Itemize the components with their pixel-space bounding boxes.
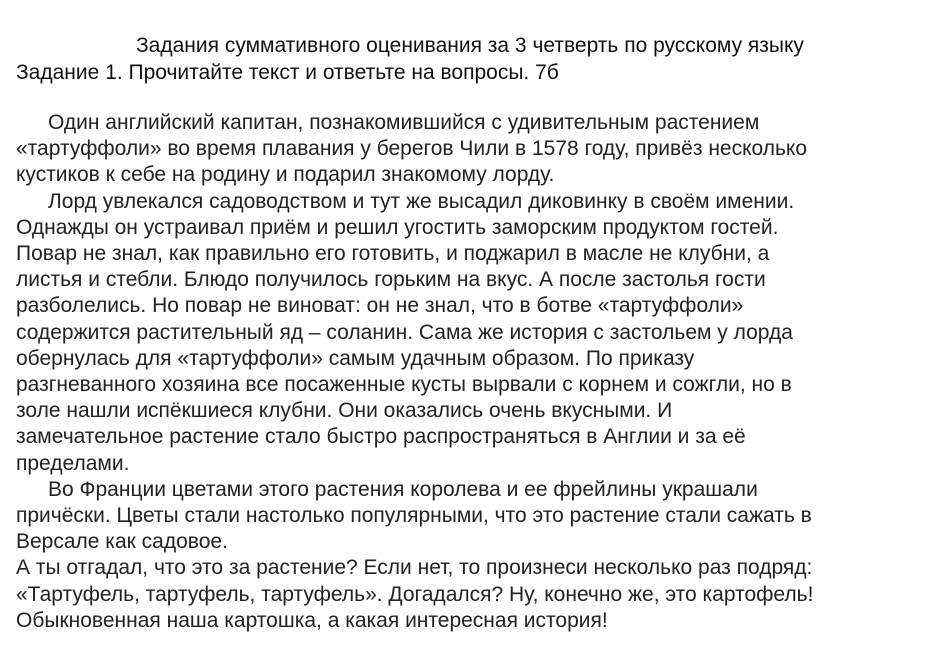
text-line: Однажды он устраивал приём и решил угостить заморским продуктом гостей. bbox=[16, 215, 779, 239]
text-line: Обыкновенная наша картошка, а какая интересная история! bbox=[16, 608, 608, 632]
text-line: разгневанного хозяина все посаженные кусты вырвали с корнем и сожгли, но в bbox=[16, 373, 792, 397]
text-line: пределами. bbox=[16, 451, 130, 475]
text-line: Повар не знал, как правильно его готовить, и поджарил в масле не клубни, а bbox=[16, 242, 770, 266]
text-line: «тартуффоли» во время плавания у берегов Чили в 1578 году, привёз несколько bbox=[16, 137, 808, 161]
text-line: Во Франции цветами этого растения королева и ее фрейлины украшали bbox=[48, 477, 758, 501]
text-line: А ты отгадал, что это за растение? Если нет, то произнеси несколько раз подряд: bbox=[16, 556, 813, 580]
text-line: замечательное растение стало быстро распространяться в Англии и за её bbox=[16, 425, 746, 449]
document-title: Задания суммативного оценивания за 3 четверть по русскому языку bbox=[136, 34, 804, 57]
reading-text bbox=[16, 110, 941, 634]
text-line: причёски. Цветы стали настолько популярными, что это растение стали сажать в bbox=[16, 504, 812, 528]
text-line: Один английский капитан, познакомившийся с удивительным растением bbox=[48, 111, 760, 134]
text-line: обернулась для «тартуффоли» самым удачным образом. По приказу bbox=[16, 346, 695, 370]
text-line: золе нашли испёкшиеся клубни. Они оказались очень вкусными. И bbox=[16, 399, 673, 423]
text-line: Лорд увлекался садоводством и тут же высадил диковинку в своём имении. bbox=[48, 189, 795, 213]
text-line: листья и стебли. Блюдо получилось горьким на вкус. А после застолья гости bbox=[16, 268, 766, 292]
text-line: Версале как садовое. bbox=[16, 530, 228, 554]
text-line: кустиков к себе на родину и подарил знакомому лорду. bbox=[16, 163, 555, 187]
text-line: содержится растительный яд – соланин. Сама же история с застольем у лорда bbox=[16, 320, 793, 344]
text-line: разболелись. Но повар не виноват: он не знал, что в ботве «тартуффоли» bbox=[16, 294, 744, 318]
text-line: «Тартуфель, тартуфель, тартуфель». Догадался? Ну, конечно же, это картофель! bbox=[16, 582, 814, 606]
task-heading: Задание 1. Прочитайте текст и ответьте на вопросы. 7б bbox=[16, 61, 559, 84]
